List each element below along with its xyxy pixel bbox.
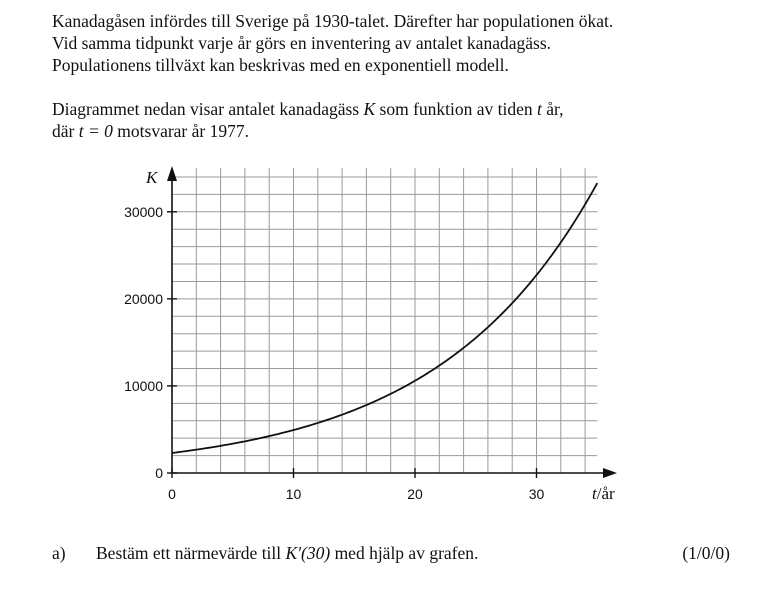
data-point	[293, 430, 294, 431]
x-axis-arrow	[603, 468, 617, 478]
data-point	[475, 337, 476, 338]
chart-tick-labels	[124, 204, 544, 502]
chart-series	[171, 182, 597, 453]
chart-axes	[167, 166, 617, 478]
variable-k: K	[363, 99, 376, 119]
x-tick-label: 20	[407, 486, 423, 502]
intro-line-5-start: där	[52, 121, 79, 141]
data-point	[354, 410, 355, 411]
data-point	[232, 444, 233, 445]
question-points: (1/0/0)	[682, 543, 730, 563]
data-point	[414, 381, 415, 382]
intro-line-5-end: motsvarar år 1977.	[112, 121, 249, 141]
y-tick-label: 10000	[124, 377, 163, 394]
question-text	[96, 543, 478, 564]
y-tick-label: 0	[155, 465, 163, 481]
x-tick-label: 30	[528, 486, 545, 502]
x-tick-label: 0	[168, 486, 176, 502]
y-axis-arrow	[167, 166, 177, 181]
question-text-end: med hjälp av grafen.	[330, 543, 479, 563]
intro-line-4-end: år,	[541, 99, 564, 119]
y-tick-label: 30000	[124, 203, 163, 220]
y-axis-variable: K	[146, 168, 158, 187]
question-expression: K′(30)	[285, 543, 331, 563]
question-label: a)	[52, 543, 66, 563]
data-point	[536, 275, 537, 276]
series-line-k	[172, 183, 597, 453]
intro-line-2: Vid samma tidpunkt varje år görs en inventering av antalet kanadagäss.	[52, 33, 551, 53]
intro-line-1: Kanadagåsen infördes till Sverige på 1930-talet. Därefter har populationen ökat.	[52, 11, 614, 31]
x-axis-label	[592, 484, 615, 503]
intro-line-4-start: Diagrammet nedan visar antalet kanadagäss	[52, 99, 364, 119]
intro-line-3: Populationens tillväxt kan beskrivas med en exponentiell modell.	[52, 55, 509, 75]
x-axis-unit: /år	[596, 484, 615, 503]
chart-grid	[172, 168, 597, 473]
question-text-start: Bestäm ett närmevärde till	[96, 543, 286, 563]
x-axis-variable: t	[592, 484, 597, 503]
data-point	[171, 452, 172, 453]
variable-t: t	[537, 99, 542, 119]
intro-line-4-mid: som funktion av tiden	[375, 99, 538, 119]
x-tick-label: 10	[285, 486, 302, 502]
data-point	[597, 182, 598, 183]
equation-t-zero: t = 0	[78, 121, 113, 141]
y-tick-label: 20000	[124, 290, 163, 307]
